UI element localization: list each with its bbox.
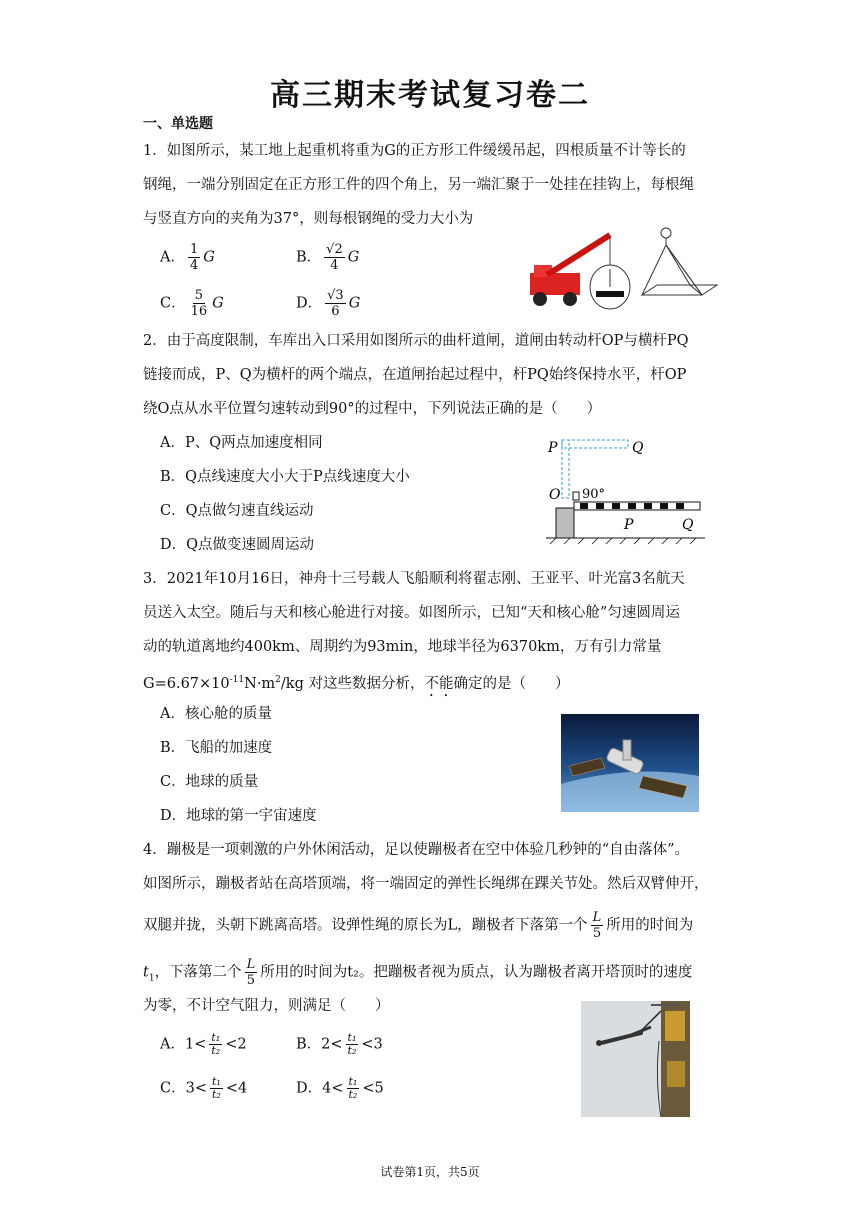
fraction-l-over-5: $\frac{L}{5}$ <box>592 910 602 941</box>
option-label: C． <box>160 295 186 312</box>
fraction-t1-t2: $\frac{\text{t₁}}{\text{t₂}}$ <box>211 1031 221 1057</box>
q4-line-5: 为零，不计空气阻力，则满足（ ） <box>143 998 390 1014</box>
q3-option-b[interactable]: B．飞船的加速度 <box>160 740 273 756</box>
q1-line-3: 与竖直方向的夹角为37°，则每根钢绳的受力大小为 <box>143 211 474 227</box>
raised-arm <box>562 440 569 498</box>
fraction-t1-t2: $\frac{\text{t₁}}{\text{t₂}}$ <box>347 1031 357 1057</box>
q2-line-3: 绕O点从水平位置匀速转动到90°的过程中，下列说法正确的是（ ） <box>143 401 602 417</box>
space-station-photo <box>561 714 699 812</box>
fraction-t1-t2: $\frac{\text{t₁}}{\text{t₂}}$ <box>211 1075 221 1101</box>
q2-line-2: 链接而成，P、Q为横杆的两个端点，在道闸抬起过程中，杆PQ始终保持水平，杆OP <box>143 367 687 383</box>
label-q: Q <box>632 440 644 456</box>
option-label: A． <box>160 249 185 266</box>
q3-option-d[interactable]: D．地球的第一宇宙速度 <box>160 808 317 824</box>
q4-line-2: 如图所示，蹦极者站在高塔顶端，将一端固定的弹性长绳绑在踝关节处。然后双臂伸开， <box>143 876 709 892</box>
q1-option-c[interactable]: C． $\frac{5}{16}$ G <box>160 288 224 319</box>
q1-line-2: 钢绳，一端分别固定在正方形工件的四个角上，另一端汇聚于一处挂在挂钩上，每根绳 <box>143 177 694 193</box>
q3-line-4: $G=6.67\times 10^{-11}N\cdot m^2/kg$ 对这些数据分析，不能确定的是（ ） <box>143 675 570 692</box>
angle-label: 90° <box>582 487 606 502</box>
option-label: D． <box>296 295 323 312</box>
fraction: $\frac{√2}{4}$ <box>326 242 343 273</box>
fraction-t1-t2: $\frac{\text{t₁}}{\text{t₂}}$ <box>348 1075 358 1101</box>
fraction-l-over-5: $\frac{L}{5}$ <box>246 957 256 988</box>
q1-option-a[interactable]: A． $\frac{1}{4}$ G <box>160 242 215 273</box>
gate-diagram <box>540 432 710 547</box>
q4-option-a[interactable]: A．1< $\frac{\text{t₁}}{\text{t₂}}$ <2 <box>160 1031 247 1057</box>
raised-bar <box>562 440 628 448</box>
q4-line-3: 双腿并拢，头朝下跳离高塔。设弹性绳的原长为L，蹦极者下落第一个 $\frac{L}{5}$ 所用的时间为 <box>143 910 694 941</box>
q3-option-a[interactable]: A．核心舱的质量 <box>160 706 272 722</box>
q2-option-d[interactable]: D．Q点做变速圆周运动 <box>160 537 315 553</box>
gate-post <box>556 508 574 538</box>
q1-option-b[interactable]: B． $\frac{√2}{4}$ G <box>296 242 360 273</box>
label-o: O <box>549 487 561 503</box>
page-title: 高三期末考试复习卷二 <box>270 78 590 113</box>
q1-line-1: 1．如图所示，某工地上起重机将重为G的正方形工件缓缓吊起，四根质量不计等长的 <box>143 143 686 159</box>
q2-line-1: 2．由于高度限制，车库出入口采用如图所示的曲杆道闸，道闸由转动杆OP与横杆PQ <box>143 333 689 349</box>
fraction: $\frac{1}{4}$ <box>189 242 199 273</box>
page-footer: 试卷第1页，共5页 <box>380 1165 480 1179</box>
q4-option-c[interactable]: C．3< $\frac{\text{t₁}}{\text{t₂}}$ <4 <box>160 1075 248 1101</box>
q4-option-b[interactable]: B．2< $\frac{\text{t₁}}{\text{t₂}}$ <3 <box>296 1031 383 1057</box>
q2-option-a[interactable]: A．P、Q两点加速度相同 <box>160 435 323 451</box>
q1-option-d[interactable]: D． $\frac{√3}{6}$ G <box>296 288 361 319</box>
q4-line-4: $t_1$，下落第二个 $\frac{L}{5}$ 所用的时间为t₂。把蹦极者视为质点，认为蹦极者离开塔顶时的速度 <box>143 957 693 988</box>
label-p-bottom: P <box>624 517 634 533</box>
q3-line-3: 动的轨道离地约400km、周期约为93min，地球半径为6370km，万有引力常量 <box>143 639 662 655</box>
option-label: B． <box>296 249 322 266</box>
fraction: $\frac{5}{16}$ <box>190 288 208 319</box>
label-q-bottom: Q <box>682 517 694 533</box>
bungee-photo <box>581 1001 690 1117</box>
q3-option-c[interactable]: C．地球的质量 <box>160 774 259 790</box>
section-heading: 一、单选题 <box>143 116 213 132</box>
q3-line-1: 3．2021年10月16日，神舟十三号载人飞船顺利将翟志刚、王亚平、叶光富3名航天 <box>143 571 685 587</box>
emphasis-text: 不能 <box>424 675 454 692</box>
q4-line-1: 4．蹦极是一项刺激的户外休闲活动，足以使蹦极者在空中体验几秒钟的“自由落体”。 <box>143 842 690 858</box>
q2-option-c[interactable]: C．Q点做匀速直线运动 <box>160 503 314 519</box>
q2-option-b[interactable]: B．Q点线速度大小大于P点线速度大小 <box>160 469 410 485</box>
q4-option-d[interactable]: D．4< $\frac{\text{t₁}}{\text{t₂}}$ <5 <box>296 1075 384 1101</box>
crane-illustration <box>522 225 722 315</box>
fraction: $\frac{√3}{6}$ <box>327 288 344 319</box>
label-p: P <box>548 440 558 456</box>
q3-line-2: 员送入太空。随后与天和核心舱进行对接。如图所示，已知“天和核心舱”匀速圆周运 <box>143 605 680 621</box>
